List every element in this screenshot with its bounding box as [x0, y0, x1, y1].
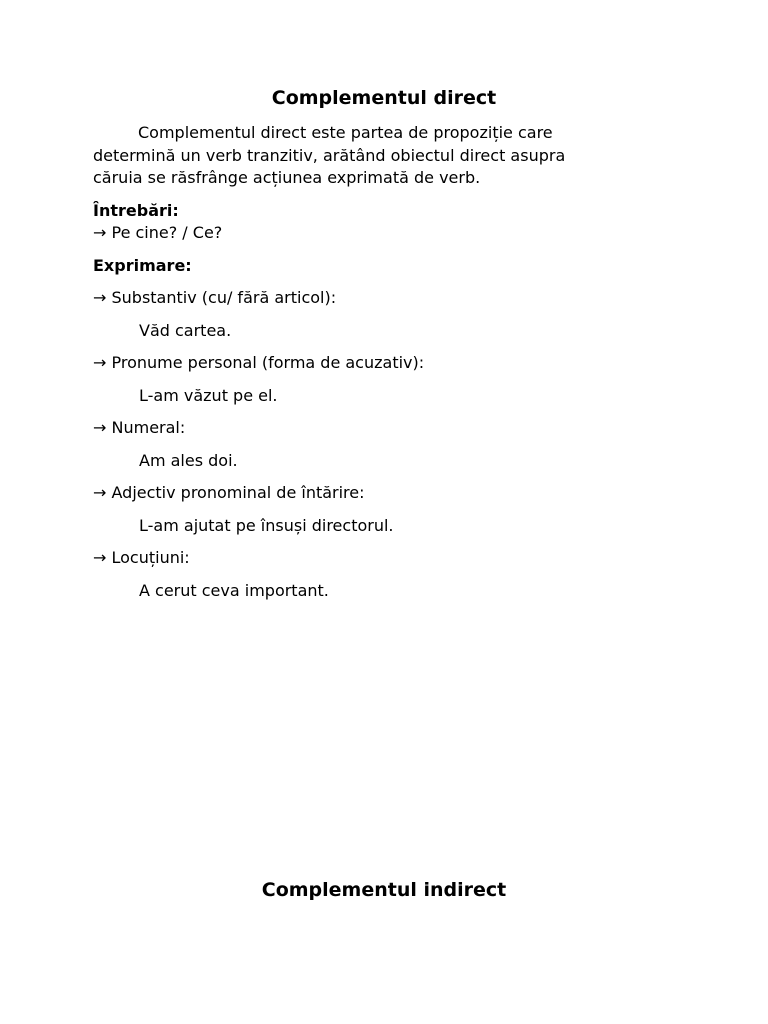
questions-text: → Pe cine? / Ce? — [93, 223, 223, 242]
definition-line-1: Complementul direct este partea de propoziție care — [138, 123, 553, 142]
expression-example-noun: Văd cartea. — [139, 321, 232, 340]
expression-example-adjective: L-am ajutat pe însuși directorul. — [139, 516, 394, 535]
page-title: Complementul direct — [271, 87, 497, 109]
definition-line-3: căruia se răsfrânge acțiunea exprimată de verb. — [93, 168, 481, 187]
definition-line-2: determină un verb tranzitiv, arătând obiectul direct asupra — [93, 145, 566, 165]
questions-label: Întrebări: — [93, 201, 179, 220]
expression-example-numeral: Am ales doi. — [139, 451, 238, 470]
expression-example-phrase: A cerut ceva important. — [139, 581, 329, 600]
expression-type-pronoun: → Pronume personal (forma de acuzativ): — [93, 353, 425, 372]
expression-label: Exprimare: — [93, 256, 192, 275]
expression-example-pronoun: L-am văzut pe el. — [139, 386, 278, 405]
expression-type-adjective: → Adjectiv pronominal de întărire: — [93, 483, 365, 502]
expression-type-phrase: → Locuțiuni: — [93, 548, 190, 567]
next-section-title: Complementul indirect — [261, 879, 507, 901]
definition-paragraph — [93, 122, 653, 190]
expression-type-noun: → Substantiv (cu/ fără articol): — [93, 288, 337, 307]
expression-type-numeral: → Numeral: — [93, 418, 186, 437]
